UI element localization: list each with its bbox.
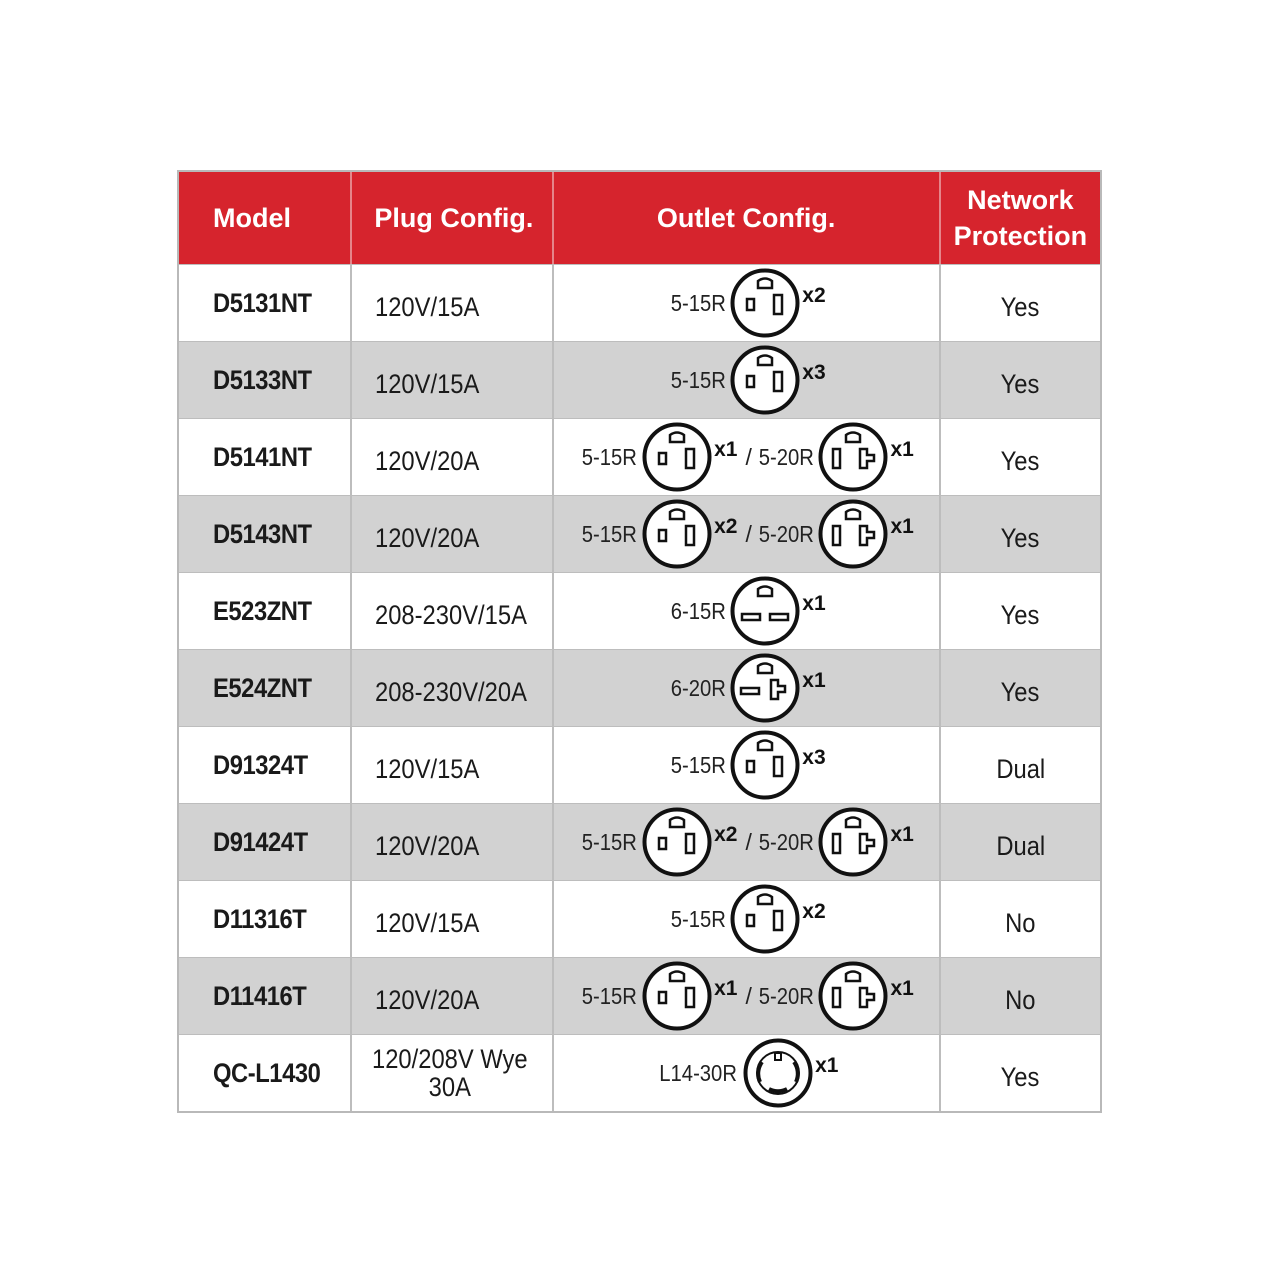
plug-config: 120V/15A xyxy=(375,907,480,938)
network-protection-cell xyxy=(941,1035,1100,1111)
outlet-entry xyxy=(755,961,914,1031)
model-name: D91424T xyxy=(213,826,308,857)
outlet-entry xyxy=(667,730,826,800)
model-cell xyxy=(179,342,352,418)
outlet-type-label: 6-20R xyxy=(670,674,726,701)
plug-config-cell xyxy=(352,650,553,726)
model-name: D5143NT xyxy=(213,518,312,549)
outlet-config-cell xyxy=(554,1035,941,1111)
network-protection-value: Yes xyxy=(1000,522,1040,553)
model-cell xyxy=(179,804,352,880)
outlet-config-cell xyxy=(554,342,941,418)
outlet-config-cell xyxy=(554,650,941,726)
model-name: D91324T xyxy=(213,749,308,780)
outlet-config-cell xyxy=(554,881,941,957)
outlet-quantity: x1 xyxy=(802,592,826,615)
header-plug-config: Plug Config. xyxy=(352,172,553,264)
network-protection-value: Yes xyxy=(1000,445,1040,476)
model-name: E524ZNT xyxy=(213,672,312,703)
network-protection-cell xyxy=(941,265,1100,341)
outlet-separator: / xyxy=(745,828,752,855)
model-name: D5133NT xyxy=(213,364,312,395)
header-model: Model xyxy=(179,172,352,264)
plug-config: 120/208V Wye 30A xyxy=(372,1044,529,1102)
model-name: D11316T xyxy=(213,903,307,934)
plug-config: 120V/15A xyxy=(375,368,480,399)
plug-config-cell xyxy=(352,1035,553,1111)
plug-config-cell xyxy=(352,804,553,880)
nema-6-20r-icon xyxy=(730,653,800,723)
plug-config-cell xyxy=(352,265,553,341)
outlet-entry xyxy=(578,807,737,877)
outlet-quantity: x1 xyxy=(815,1054,839,1077)
network-protection-cell xyxy=(941,342,1100,418)
outlet-type-label: 5-15R xyxy=(582,982,638,1009)
outlet-entry xyxy=(654,1038,839,1108)
plug-config: 208-230V/15A xyxy=(375,599,528,630)
outlet-entry xyxy=(667,268,826,338)
network-protection-value: Dual xyxy=(995,830,1045,861)
outlet-quantity: x1 xyxy=(802,669,826,692)
plug-config-cell xyxy=(352,342,553,418)
outlet-quantity: x1 xyxy=(890,515,914,538)
table-row xyxy=(179,880,1100,957)
nema-5-15r-icon xyxy=(642,422,712,492)
model-cell xyxy=(179,881,352,957)
outlet-type-label: 5-20R xyxy=(758,520,814,547)
outlet-entry xyxy=(667,884,826,954)
outlet-entry xyxy=(755,807,914,877)
outlet-type-label: 5-15R xyxy=(670,905,726,932)
nema-5-15r-icon xyxy=(730,345,800,415)
network-protection-value: Yes xyxy=(1000,1061,1040,1092)
plug-config: 120V/15A xyxy=(375,291,480,322)
nema-5-20r-icon xyxy=(818,807,888,877)
outlet-quantity: x3 xyxy=(802,361,826,384)
table-row xyxy=(179,264,1100,341)
outlet-quantity: x1 xyxy=(890,438,914,461)
header-outlet-config: Outlet Config. xyxy=(554,172,941,264)
outlet-quantity: x1 xyxy=(714,977,738,1000)
table-row xyxy=(179,726,1100,803)
nema-5-20r-icon xyxy=(818,961,888,1031)
model-cell xyxy=(179,419,352,495)
outlet-spec-table xyxy=(177,170,1102,1113)
plug-config: 120V/20A xyxy=(375,445,480,476)
outlet-type-label: 5-15R xyxy=(582,520,638,547)
model-name: D5131NT xyxy=(213,287,312,318)
outlet-entry xyxy=(578,422,737,492)
plug-config: 120V/20A xyxy=(375,984,480,1015)
outlet-separator: / xyxy=(745,982,752,1009)
nema-5-15r-icon xyxy=(730,268,800,338)
table-row xyxy=(179,803,1100,880)
table-row xyxy=(179,572,1100,649)
outlet-config-cell xyxy=(554,265,941,341)
plug-config-cell xyxy=(352,419,553,495)
model-cell xyxy=(179,265,352,341)
outlet-entry xyxy=(578,499,737,569)
table-header xyxy=(179,172,1100,264)
network-protection-cell xyxy=(941,419,1100,495)
plug-config-cell xyxy=(352,573,553,649)
outlet-entry xyxy=(667,653,826,723)
outlet-type-label: 5-20R xyxy=(758,828,814,855)
outlet-quantity: x2 xyxy=(802,284,826,307)
network-protection-cell xyxy=(941,650,1100,726)
network-protection-value: No xyxy=(1005,984,1036,1015)
outlet-separator: / xyxy=(745,520,752,547)
outlet-type-label: L14-30R xyxy=(659,1059,737,1086)
nema-5-15r-icon xyxy=(642,499,712,569)
plug-config-cell xyxy=(352,958,553,1034)
network-protection-value: Yes xyxy=(1000,599,1040,630)
model-cell xyxy=(179,496,352,572)
table-row xyxy=(179,957,1100,1034)
outlet-quantity: x2 xyxy=(714,823,738,846)
outlet-entry xyxy=(755,422,914,492)
table-row xyxy=(179,418,1100,495)
outlet-type-label: 5-15R xyxy=(670,366,726,393)
nema-5-20r-icon xyxy=(818,422,888,492)
outlet-type-label: 5-15R xyxy=(670,289,726,316)
outlet-type-label: 6-15R xyxy=(670,597,726,624)
model-cell xyxy=(179,958,352,1034)
outlet-quantity: x3 xyxy=(802,746,826,769)
network-protection-value: Yes xyxy=(1000,291,1040,322)
outlet-separator: / xyxy=(745,443,752,470)
table-row xyxy=(179,495,1100,572)
outlet-quantity: x1 xyxy=(714,438,738,461)
network-protection-value: Dual xyxy=(995,753,1045,784)
model-name: D11416T xyxy=(213,980,307,1011)
model-name: D5141NT xyxy=(213,441,312,472)
network-protection-value: No xyxy=(1005,907,1036,938)
plug-config-cell xyxy=(352,881,553,957)
table-row xyxy=(179,1034,1100,1111)
model-name: QC-L1430 xyxy=(213,1057,321,1088)
model-name: E523ZNT xyxy=(213,595,312,626)
outlet-quantity: x1 xyxy=(890,977,914,1000)
outlet-type-label: 5-15R xyxy=(582,443,638,470)
outlet-entry xyxy=(755,499,914,569)
nema-5-20r-icon xyxy=(818,499,888,569)
network-protection-cell xyxy=(941,958,1100,1034)
nema-5-15r-icon xyxy=(642,961,712,1031)
plug-config: 120V/20A xyxy=(375,522,480,553)
network-protection-cell xyxy=(941,881,1100,957)
outlet-config-cell xyxy=(554,804,941,880)
outlet-type-label: 5-20R xyxy=(758,982,814,1009)
outlet-entry xyxy=(578,961,737,1031)
network-protection-cell xyxy=(941,804,1100,880)
outlet-type-label: 5-20R xyxy=(758,443,814,470)
plug-config: 208-230V/20A xyxy=(375,676,528,707)
nema-5-15r-icon xyxy=(730,884,800,954)
network-protection-cell xyxy=(941,727,1100,803)
model-cell xyxy=(179,1035,352,1111)
outlet-quantity: x2 xyxy=(714,515,738,538)
network-protection-value: Yes xyxy=(1000,676,1040,707)
nema-l14-30r-icon xyxy=(743,1038,813,1108)
outlet-type-label: 5-15R xyxy=(582,828,638,855)
table-row xyxy=(179,649,1100,726)
outlet-entry xyxy=(667,345,826,415)
outlet-type-label: 5-15R xyxy=(670,751,726,778)
outlet-config-cell xyxy=(554,573,941,649)
outlet-config-cell xyxy=(554,727,941,803)
header-network-protection: Network Protection xyxy=(953,185,1088,251)
model-cell xyxy=(179,650,352,726)
nema-5-15r-icon xyxy=(730,730,800,800)
outlet-quantity: x2 xyxy=(802,900,826,923)
table-row xyxy=(179,341,1100,418)
outlet-quantity: x1 xyxy=(890,823,914,846)
plug-config: 120V/15A xyxy=(375,753,480,784)
outlet-config-cell xyxy=(554,496,941,572)
network-protection-cell xyxy=(941,496,1100,572)
outlet-entry xyxy=(667,576,826,646)
nema-5-15r-icon xyxy=(642,807,712,877)
nema-6-15r-icon xyxy=(730,576,800,646)
outlet-config-cell xyxy=(554,958,941,1034)
plug-config: 120V/20A xyxy=(375,830,480,861)
network-protection-value: Yes xyxy=(1000,368,1040,399)
outlet-config-cell xyxy=(554,419,941,495)
model-cell xyxy=(179,727,352,803)
plug-config-cell xyxy=(352,496,553,572)
network-protection-cell xyxy=(941,573,1100,649)
model-cell xyxy=(179,573,352,649)
plug-config-cell xyxy=(352,727,553,803)
